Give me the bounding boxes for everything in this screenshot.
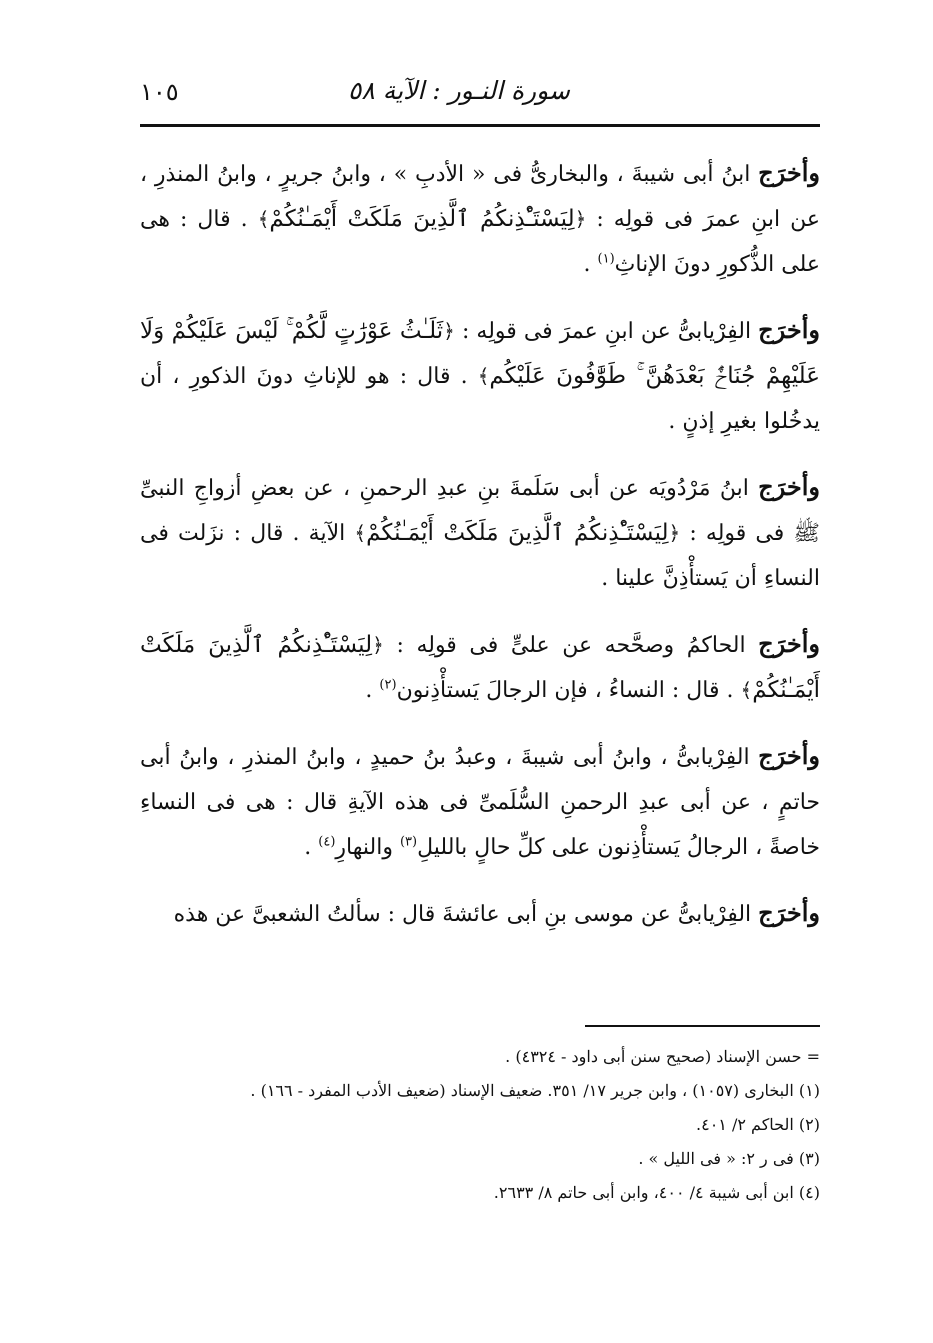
paragraph-lead-word: وأخرَج <box>758 158 820 187</box>
quran-verse-text: لِيَسْتَـْٔذِنكُمُ ٱلَّذِينَ مَلَكَتْ أَيْمَـٰنُكُمْ <box>269 206 575 232</box>
paragraph-lead-word: وأخرَج <box>758 898 820 927</box>
ornate-bracket-open: ﴿ <box>574 207 587 231</box>
footnote-ref[interactable]: (٣) <box>399 834 418 850</box>
paragraph-text: . <box>365 678 380 703</box>
ornate-bracket-close: ﴾ <box>740 678 753 702</box>
ornate-bracket-open: ﴿ <box>372 633 384 657</box>
ornate-bracket-close: ﴾ <box>257 207 270 231</box>
paragraph-lead-word: وأخرَج <box>758 472 820 501</box>
paragraph-text: الفِرْيابىُّ ، وابنُ أبى شيبةَ ، وعبدُ بنُ حميدٍ ، وابنُ المنذرِ ، وابنُ أبى حاتمٍ ، عن أبى عبدِ الرحمنِ السُّلَمىِّ فى هذه الآيةِ قال : هى فى النساءِ خاصةً ، الرجالُ يَستأْذِنون على كلِّ حالٍ بالليلِ <box>140 745 820 860</box>
paragraph-lead-word: وأخرَج <box>758 741 820 770</box>
body-text <box>140 150 820 957</box>
ornate-bracket-close: ﴾ <box>477 364 490 388</box>
footnotes <box>140 1040 820 1210</box>
paragraph <box>140 621 820 713</box>
paragraph <box>140 307 820 444</box>
paragraph-text: الآية . قال : نزَلت فى النساءِ أن يَستأْذِنَّ علينا . <box>140 521 820 591</box>
paragraph-text: الحاكمُ وصحَّحه عن علىٍّ فى قولِه : <box>383 633 759 658</box>
ornate-bracket-open: ﴿ <box>443 319 455 343</box>
page-header <box>140 76 820 116</box>
running-title: سورة النـور : الآية ٥٨ <box>347 76 570 105</box>
quran-quote <box>258 206 587 232</box>
paragraph-text: الفِرْيابىُّ عن ابنِ عمرَ فى قولِه : <box>454 319 759 344</box>
paragraph-lead-word: وأخرَج <box>758 315 820 344</box>
quran-verse-text: ثَلَـٰثُ عَوْرَٰتٍ لَّكُمْ ۚ لَيْسَ عَلَيْكُمْ وَلَا عَلَيْهِمْ جُنَاحٌۢ بَعْدَهُنَّ ۚ طَوَّٰفُونَ عَلَيْكُم <box>140 318 821 389</box>
footnote: (٣) فى ر ٢: « فى الليل » . <box>638 1149 820 1168</box>
footnote: (٤) ابن أبى شيبة ٤/ ٤٠٠، وابن أبى حاتم ٨/ ٢٦٣٣. <box>493 1183 820 1202</box>
paragraph-text: . <box>583 252 598 277</box>
footnote: = حسن الإسناد (صحيح سنن أبى داود - ٤٣٢٤) . <box>505 1047 820 1066</box>
paragraph <box>140 890 820 937</box>
paragraph <box>140 733 820 870</box>
quran-quote <box>354 520 680 546</box>
footnote-ref[interactable]: (٤) <box>318 834 336 850</box>
paragraph-text: . قال : هو للإناثِ دونَ الذكورِ ، أن يدخُلوا بغيرِ إذنٍ . <box>140 364 820 434</box>
paragraph <box>140 150 820 287</box>
paragraph-text: . قال : هى على الذُّكورِ دونَ الإناثِ <box>140 207 820 277</box>
paragraph-text: الفِرْيابىُّ عن موسى بنِ أبى عائشةَ قال : سألتُ الشعبىَّ عن هذه <box>173 902 759 927</box>
paragraph-lead-word: وأخرَج <box>758 629 820 658</box>
paragraph <box>140 464 820 601</box>
paragraph-text: . <box>304 835 319 860</box>
ornate-bracket-close: ﴾ <box>354 521 367 545</box>
footnote-ref[interactable]: (٢) <box>379 677 397 693</box>
ornate-bracket-open: ﴿ <box>668 521 681 545</box>
header-rule <box>140 124 820 127</box>
page-number: ١٠٥ <box>140 78 179 106</box>
footnote: (١) البخارى (١٠٥٧) ، وابن جرير ١٧/ ٣٥١. ضعيف الإسناد (ضعيف الأدب المفرد - ١٦٦) . <box>250 1081 820 1100</box>
footnote: (٢) الحاكم ٢/ ٤٠١. <box>696 1115 820 1134</box>
footnote-separator <box>585 1025 820 1027</box>
paragraph-text: ابنُ مَرْدُويَه عن أبى سَلَمةَ بنِ عبدِ الرحمنِ ، عن بعضِ أزواجِ النبىِّ ﷺ فى قولِه : <box>140 476 820 546</box>
quran-verse-text: لِيَسْتَـْٔذِنكُمُ ٱلَّذِينَ مَلَكَتْ أَيْمَـٰنُكُمْ <box>366 520 669 546</box>
quran-verse-text: لِيَسْتَـْٔذِنكُمُ ٱلَّذِينَ مَلَكَتْ أَيْمَـٰنُكُمْ <box>140 632 820 703</box>
paragraph-text: ابنُ أبى شيبةَ ، والبخارىُّ فى « الأدبِ » ، وابنُ جريرٍ ، وابنُ المنذرِ ، عن ابنِ عمرَ فى قولِه : <box>140 162 820 232</box>
paragraph-text: والنهارِ <box>335 835 400 860</box>
paragraph-text: . قال : النساءُ ، فإن الرجالَ يَستأْذِنون <box>396 678 741 703</box>
footnote-ref[interactable]: (١) <box>597 251 615 267</box>
